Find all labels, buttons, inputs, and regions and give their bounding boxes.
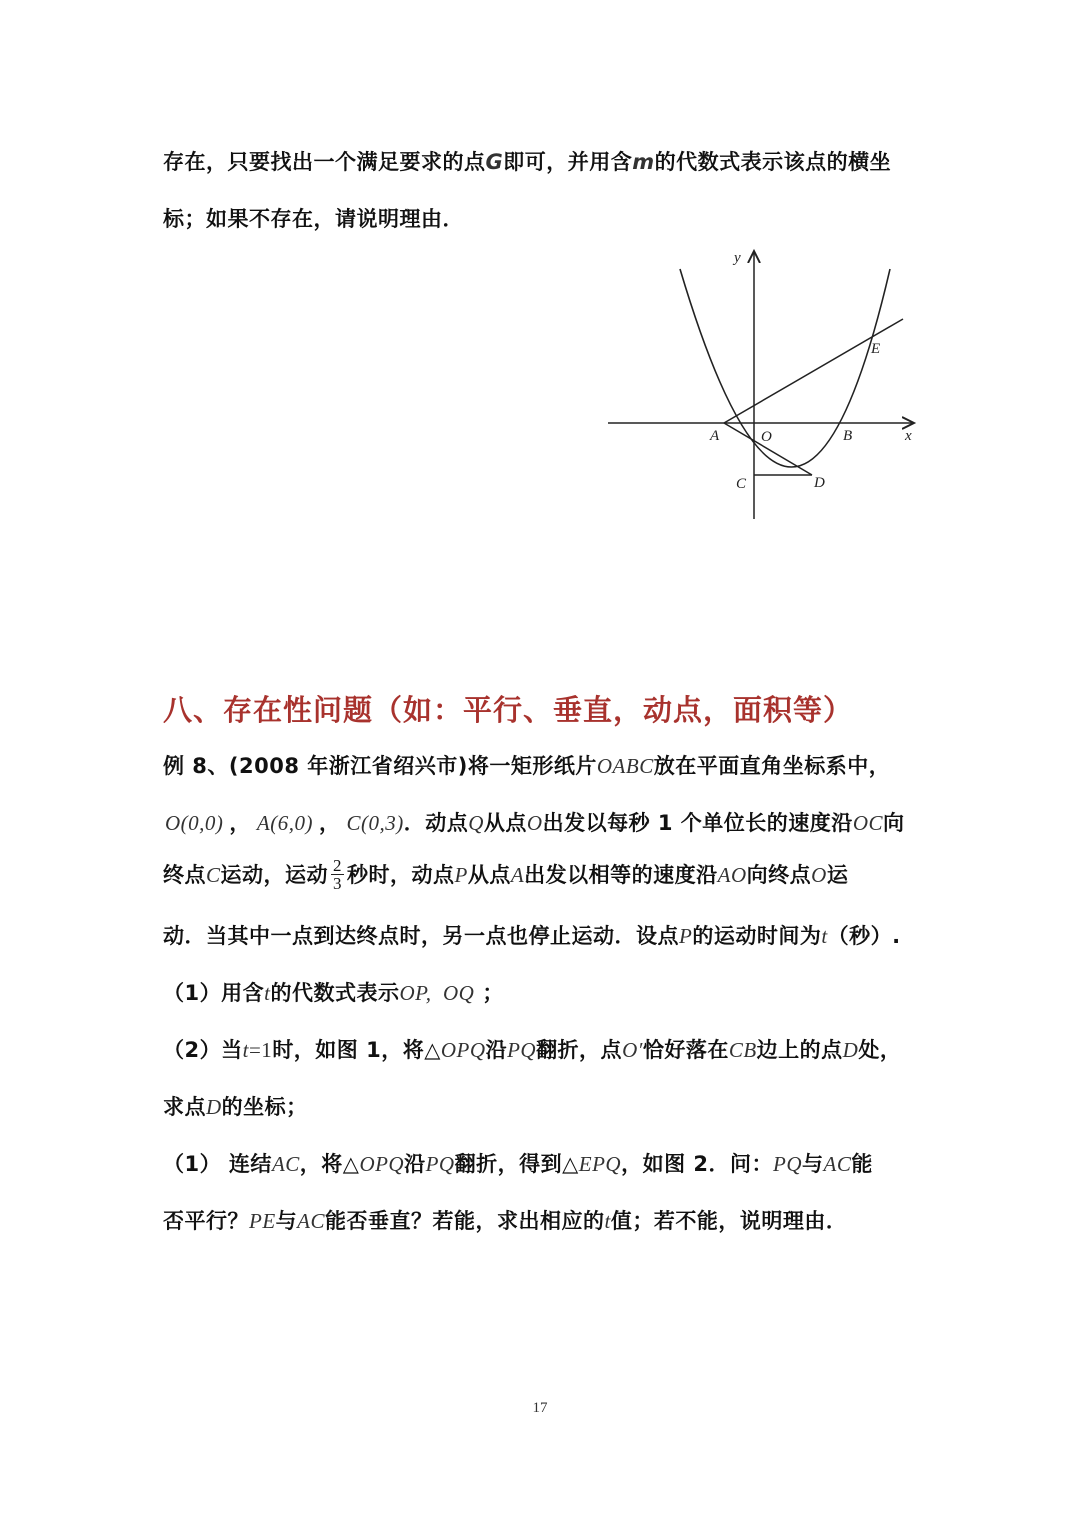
math-OPQ: OPQ xyxy=(359,1152,405,1176)
text-run: 运 xyxy=(826,863,849,887)
label-x: x xyxy=(905,428,912,444)
text-run: 例 8、(2008 年浙江省绍兴市)将一矩形纸片 xyxy=(163,754,597,778)
math-OP-OQ: OP, OQ xyxy=(399,981,475,1005)
math-O-prime: O′ xyxy=(622,1038,643,1062)
math-G: G xyxy=(485,150,504,174)
label-E: E xyxy=(871,341,881,357)
question-1 xyxy=(163,977,504,1007)
fraction-denominator: 3 xyxy=(333,873,343,893)
math-O-coord: O(0,0) xyxy=(165,811,224,835)
math-P: P xyxy=(679,924,693,948)
math-m: m xyxy=(632,150,655,174)
example-line-1 xyxy=(163,750,890,780)
math-C: C xyxy=(206,863,221,887)
text-run: ，将△ xyxy=(299,1152,360,1176)
math-PE: PE xyxy=(249,1209,276,1233)
text-run: 向终点 xyxy=(746,863,812,887)
text-run: 时，如图 1，将△ xyxy=(272,1038,441,1062)
math-eq-1: =1 xyxy=(248,1038,273,1062)
math-P: P xyxy=(454,863,468,887)
text-run: 翻折，点 xyxy=(536,1038,623,1062)
math-PQ: PQ xyxy=(773,1152,803,1176)
text-run: 动．当其中一点到达终点时，另一点也停止运动．设点 xyxy=(163,924,679,948)
text-run: 出发以相等的速度沿 xyxy=(524,863,718,887)
text-run: ，如图 2．问： xyxy=(621,1152,774,1176)
math-A-coord: A(6,0) xyxy=(256,811,313,835)
question-3-line-1 xyxy=(163,1148,873,1178)
page-number: 17 xyxy=(532,1400,548,1416)
math-PQ: PQ xyxy=(425,1152,455,1176)
top-text-line-1 xyxy=(163,146,891,176)
text-run: 从点 xyxy=(467,863,511,887)
label-B: B xyxy=(843,428,853,444)
math-D: D xyxy=(206,1095,222,1119)
label-O: O xyxy=(761,429,772,445)
text-run: （1）用含 xyxy=(163,981,265,1005)
text-run: 出发以每秒 1 个单位长的速度沿 xyxy=(542,811,853,835)
label-A: A xyxy=(710,428,720,444)
math-t: t xyxy=(821,924,828,948)
math-D: D xyxy=(842,1038,859,1062)
text-run: 沿 xyxy=(485,1038,508,1062)
text-run: 运动，运动 xyxy=(220,863,329,887)
example-line-4 xyxy=(163,920,901,950)
top-text-line-2: 标；如果不存在，请说明理由． xyxy=(163,207,464,231)
math-OC: OC xyxy=(852,811,883,835)
example-line-2 xyxy=(163,807,905,837)
text-run: 边上的点 xyxy=(756,1038,843,1062)
text-run: 的代数式表示该点的横坐 xyxy=(654,150,892,174)
math-t: t xyxy=(264,981,271,1005)
text-run: 翻折，得到△ xyxy=(454,1152,579,1176)
text-run: 值；若不能，说明理由． xyxy=(610,1209,848,1233)
text-run: 存在，只要找出一个满足要求的点 xyxy=(163,150,486,174)
math-AC: AC xyxy=(297,1209,325,1233)
label-D: D xyxy=(814,475,825,491)
line-AE xyxy=(724,319,903,423)
math-O: O xyxy=(811,863,827,887)
text-run: 秒时，动点 xyxy=(347,863,455,887)
label-y: y xyxy=(734,250,741,266)
text-run: 从点 xyxy=(483,811,527,835)
math-C-coord: C(0,3) xyxy=(346,811,404,835)
text-run: 沿 xyxy=(404,1152,426,1176)
text-run: 处， xyxy=(858,1038,902,1062)
text-run: ； xyxy=(482,981,504,1005)
math-CB: CB xyxy=(728,1038,757,1062)
text-run: （2）当 xyxy=(163,1038,243,1062)
math-OABC: OABC xyxy=(596,754,654,778)
section-heading: 八、存在性问题（如：平行、垂直，动点，面积等） xyxy=(163,693,854,727)
math-AC: AC xyxy=(823,1152,852,1176)
text-run: 否平行？ xyxy=(163,1209,249,1233)
example-line-3 xyxy=(163,850,848,900)
math-AC: AC xyxy=(271,1152,300,1176)
text-run: 求点 xyxy=(163,1095,206,1119)
text-run: 的运动时间为 xyxy=(692,924,822,948)
math-EPQ: EPQ xyxy=(578,1152,622,1176)
text-run: ， xyxy=(318,811,341,835)
math-PQ: PQ xyxy=(507,1038,537,1062)
text-run: 的代数式表示 xyxy=(270,981,400,1005)
text-run: 与 xyxy=(802,1152,824,1176)
math-t: t xyxy=(242,1038,249,1062)
text-run: 的坐标； xyxy=(221,1095,308,1119)
math-AO: AO xyxy=(717,863,747,887)
text-run: 与 xyxy=(275,1209,298,1233)
text-run: 放在平面直角坐标系中， xyxy=(653,754,891,778)
text-run: （1） 连结 xyxy=(163,1152,272,1176)
math-O: O xyxy=(526,811,543,835)
fraction-two-thirds xyxy=(331,857,344,892)
fraction-numerator: 2 xyxy=(333,855,343,875)
parabola-figure xyxy=(600,245,920,525)
text-run: （秒）. xyxy=(827,924,901,948)
text-run: 恰好落在 xyxy=(642,1038,729,1062)
text-run: 向 xyxy=(883,811,905,835)
text-run: 终点 xyxy=(163,863,206,887)
label-C: C xyxy=(736,476,747,492)
text-run: 能否垂直？若能，求出相应的 xyxy=(325,1209,605,1233)
math-t: t xyxy=(604,1209,611,1233)
text-run: ， xyxy=(229,811,251,835)
question-3-line-2 xyxy=(163,1205,847,1235)
math-Q: Q xyxy=(468,811,484,835)
question-2-line-2 xyxy=(163,1091,308,1121)
question-2-line-1 xyxy=(163,1034,901,1064)
math-OPQ: OPQ xyxy=(440,1038,486,1062)
text-run: 即可，并用含 xyxy=(503,150,633,174)
text-run: 能 xyxy=(851,1152,873,1176)
text-run: ．动点 xyxy=(403,811,469,835)
math-A: A xyxy=(510,863,525,887)
